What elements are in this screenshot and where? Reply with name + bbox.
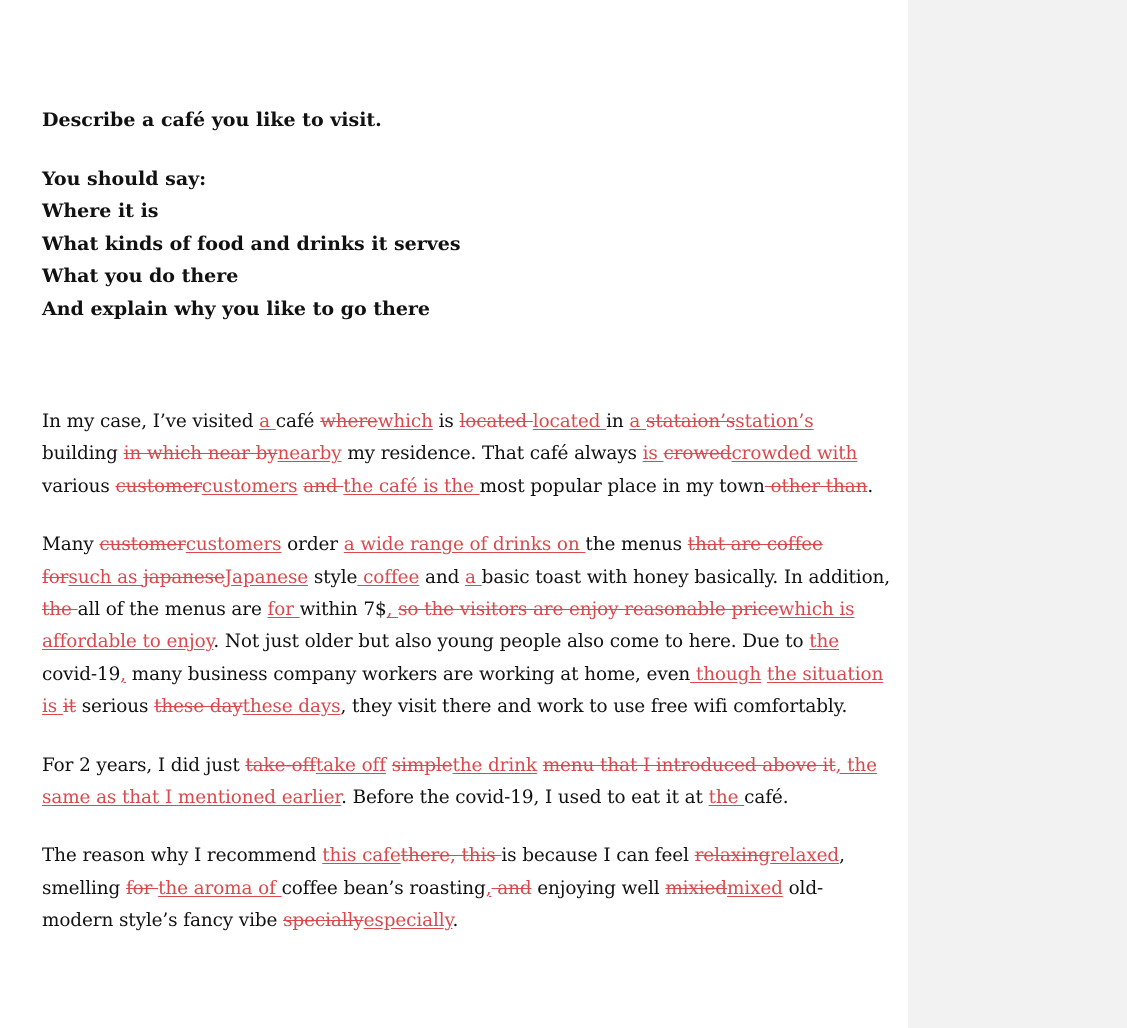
inserted-text: relaxed [770, 845, 840, 867]
inserted-text: nearby [277, 443, 342, 465]
text-run: basic toast with honey basically. In addition, [481, 566, 891, 588]
deleted-text: and [303, 475, 344, 497]
text-run: . [452, 910, 459, 932]
text-run: In my case, I’ve visited [42, 411, 260, 432]
deleted-text: relaxing [694, 845, 771, 867]
text-run: coffee bean’s roasting [281, 877, 486, 899]
document-content [42, 104, 892, 964]
inserted-text: the [708, 787, 745, 809]
inserted-text: for [267, 599, 300, 621]
deleted-text: that are coffee for [42, 534, 823, 588]
text-run: covid-19 [42, 663, 121, 685]
deleted-text: stataion’s [646, 411, 736, 432]
inserted-text: which is affordable to enjoy [42, 599, 855, 653]
inserted-text: customers [201, 475, 298, 497]
inserted-text: customers [185, 534, 282, 556]
deleted-text: the [42, 599, 78, 621]
text-run: . [867, 475, 874, 497]
text-run: , they visit there and work to use free wifi comfortably. [340, 696, 848, 718]
deleted-text: in which near by [123, 443, 278, 465]
prompt-line: What kinds of food and drinks it serves [42, 232, 461, 255]
deleted-text: and [491, 877, 532, 899]
inserted-text: , [386, 599, 399, 621]
text-run: The reason why I recommend [42, 845, 323, 867]
essay-body [42, 406, 892, 938]
essay-paragraph [42, 406, 892, 503]
inserted-text: a [259, 411, 276, 432]
deleted-text: there, this [400, 845, 502, 867]
essay-paragraph [42, 529, 892, 723]
inserted-text: , [120, 663, 126, 685]
text-run: serious [75, 696, 155, 718]
inserted-text: station’s [735, 411, 814, 432]
text-run: enjoying well [531, 877, 666, 899]
inserted-text: the [809, 631, 840, 653]
inserted-text: the café is the [343, 475, 480, 497]
text-run: . Before the covid-19, I used to eat it at [341, 787, 709, 809]
deleted-text: these day [154, 696, 243, 718]
text-run: many business company workers are working at home, even [125, 663, 691, 685]
text-run: old-modern style’s fancy vibe [42, 877, 824, 932]
inserted-text: especially [363, 910, 453, 932]
inserted-text: this cafe [322, 845, 401, 867]
inserted-text: the situation is [42, 663, 884, 718]
text-run: in [606, 411, 630, 432]
deleted-text: menu that I introduced above it [542, 754, 836, 776]
deleted-text: located [459, 411, 533, 432]
deleted-text: simple [391, 754, 453, 776]
text-run: and [419, 566, 466, 588]
deleted-text: it [62, 696, 76, 718]
deleted-text: specially [283, 910, 364, 932]
essay-paragraph [42, 750, 892, 815]
deleted-text: for [125, 877, 159, 899]
deleted-text: take-off [245, 754, 316, 776]
inserted-text: the drink [452, 754, 537, 776]
task-prompt [42, 104, 892, 325]
prompt-line: What you do there [42, 265, 239, 287]
text-run: For 2 years, I did just [42, 754, 246, 776]
deleted-text: where [320, 411, 378, 432]
text-run: most popular place in my town [479, 475, 765, 497]
inserted-text: a wide range of drinks on [343, 534, 586, 556]
inserted-text: , the same as that I mentioned earlier [42, 754, 877, 809]
text-run: is because I can feel [501, 845, 695, 867]
prompt-line: Where it is [42, 200, 159, 222]
inserted-text: which [377, 411, 433, 432]
inserted-text: crowded with [731, 443, 858, 465]
inserted-text: located [532, 411, 607, 432]
prompt-line: You should say: [42, 167, 207, 190]
deleted-text: other than [764, 475, 868, 497]
text-run: . Not just older but also young people also come to here. Due to [213, 631, 810, 653]
text-run: the menus [585, 534, 688, 556]
prompt-line: And explain why you like to go there [42, 297, 431, 320]
inserted-text: these days [242, 696, 341, 718]
text-run: various [42, 475, 116, 497]
side-panel [908, 0, 1127, 1028]
deleted-text: crowed [663, 443, 732, 465]
inserted-text: the aroma of [158, 877, 282, 899]
text-run: Many [42, 534, 100, 556]
inserted-text: Japanese [224, 566, 309, 588]
text-run: is [432, 411, 460, 432]
prompt-title: Describe a café you like to visit. [42, 109, 382, 131]
text-run: my residence. That café always [341, 443, 643, 465]
text-run: order [281, 534, 344, 556]
inserted-text: a [465, 566, 482, 588]
inserted-text: a [629, 411, 646, 432]
deleted-text: so the visitors are enjoy reasonable price [398, 599, 779, 621]
text-run: café [275, 411, 321, 432]
deleted-text: customer [115, 475, 202, 497]
inserted-text: though [690, 663, 762, 685]
essay-paragraph [42, 840, 892, 937]
inserted-text: is [642, 443, 664, 465]
deleted-text: mixied [665, 877, 727, 899]
inserted-text: take off [315, 754, 386, 776]
deleted-text: customer [99, 534, 186, 556]
text-run: , smelling [42, 845, 845, 899]
inserted-text: such as [68, 566, 144, 588]
text-run: all of the menus are [77, 599, 268, 621]
text-run: within 7$ [299, 599, 387, 621]
inserted-text: coffee [357, 566, 420, 588]
inserted-text: , [485, 877, 492, 899]
text-run: café. [744, 787, 789, 809]
text-run: style [308, 566, 358, 588]
inserted-text: mixed [726, 877, 783, 899]
text-run: building [42, 443, 124, 465]
deleted-text: japanese [143, 566, 225, 588]
